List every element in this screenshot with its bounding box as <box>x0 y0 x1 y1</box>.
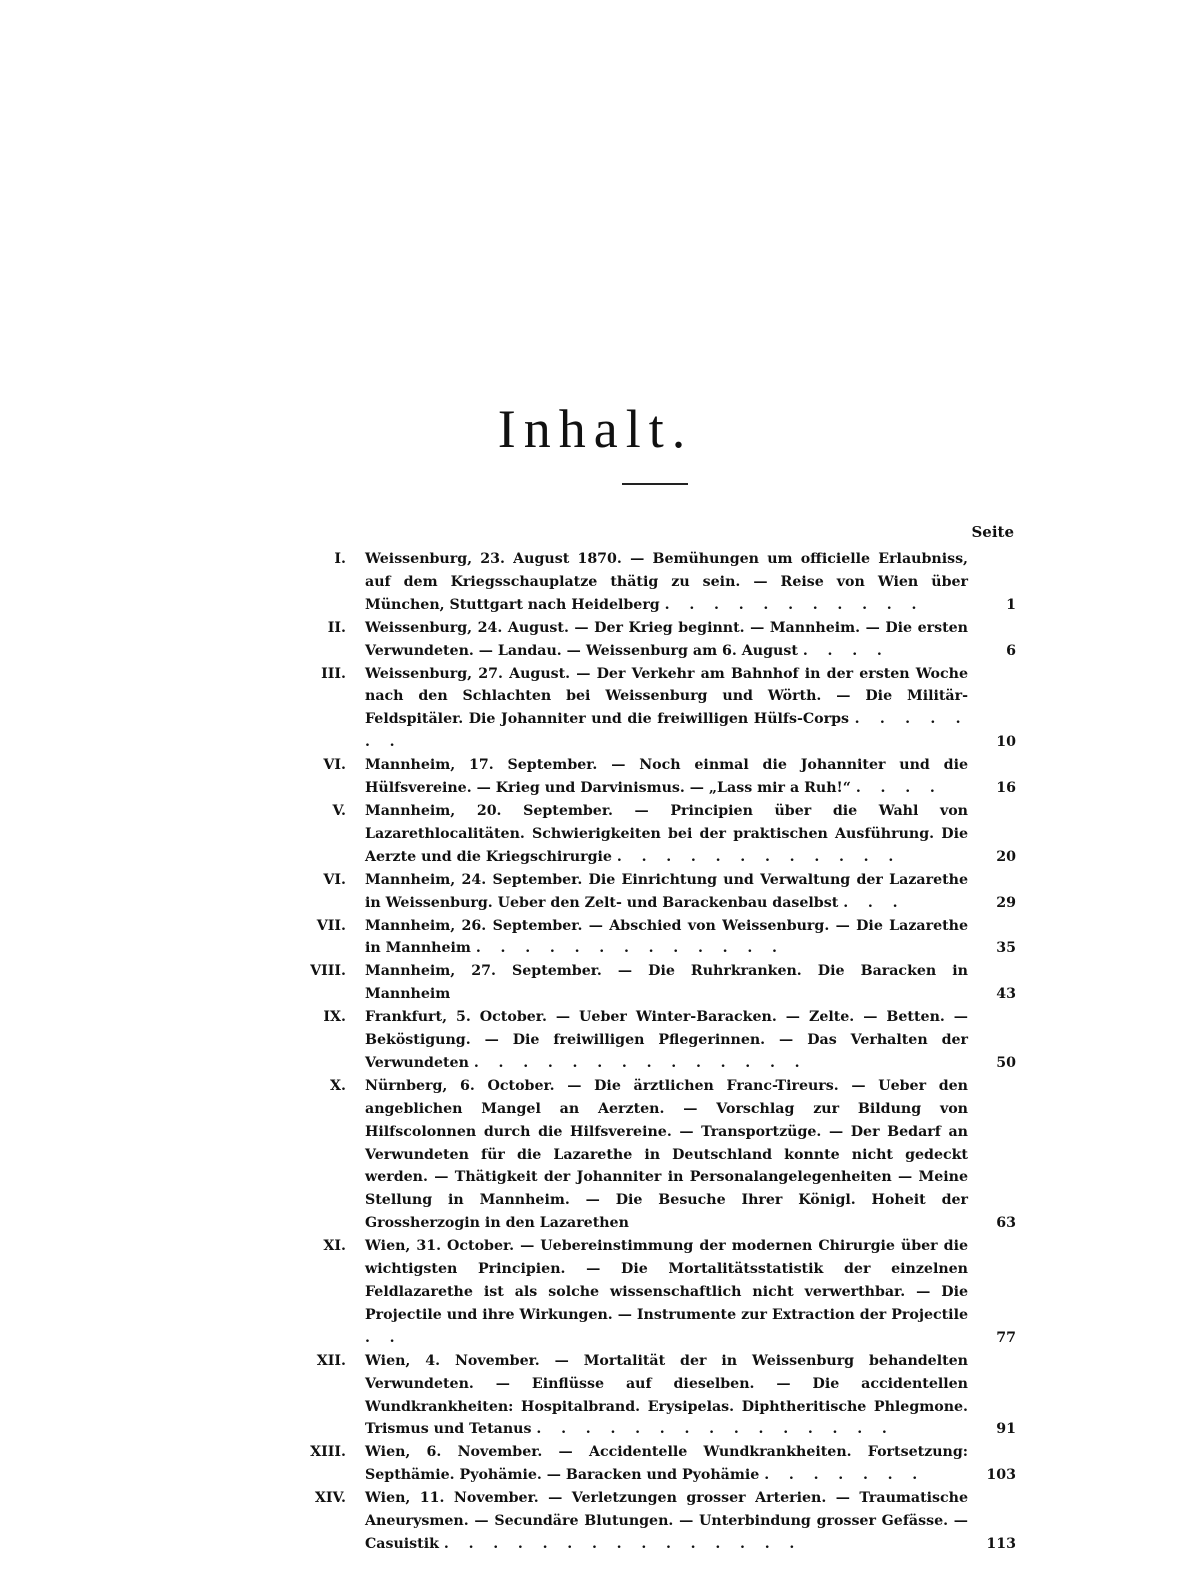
leader-dots: . . . . <box>802 642 890 659</box>
leader-dots: . . . . . . . . . . . . <box>616 848 901 865</box>
toc-entry <box>300 1487 1016 1556</box>
chapter-number: XIII. <box>310 1444 346 1461</box>
chapter-number: XII. <box>316 1352 346 1369</box>
page-number: 91 <box>996 1421 1016 1438</box>
page-number: 35 <box>996 940 1016 957</box>
toc-entry <box>300 1350 1016 1442</box>
chapter-summary: Mannheim, 26. September. — Abschied von Weissenburg. — Die Lazarethe in Mannheim <box>365 917 968 957</box>
chapter-number: VIII. <box>310 963 346 980</box>
chapter-summary: Frankfurt, 5. October. — Ueber Winter-Baracken. — Zelte. — Betten. — Beköstigung. — Die freiwilligen Pflegerinnen. — Das Verhalten der Verwundeten <box>365 1009 968 1071</box>
leader-dots: . . . . . . . <box>365 711 968 751</box>
chapter-summary: Wien, 11. November. — Verletzungen grosser Arterien. — Traumatische Aneurysmen. — Secundäre Blutungen. — Unterbindung grosser Gefässe. — Casuistik <box>365 1490 968 1552</box>
chapter-number: IX. <box>323 1009 346 1026</box>
toc-entry <box>300 960 1016 1006</box>
toc-entry <box>300 1006 1016 1075</box>
page-number: 6 <box>1006 642 1016 659</box>
toc-entry <box>300 548 1016 617</box>
chapter-number: VI. <box>323 871 346 888</box>
chapter-summary: Mannheim, 24. September. Die Einrichtung und Verwaltung der Lazarethe in Weissenburg. Ueber den Zelt- und Barackenbau daselbst <box>365 871 968 911</box>
page-number: 29 <box>996 894 1016 911</box>
page-number: 113 <box>986 1535 1016 1552</box>
toc-entry <box>300 663 1016 755</box>
page-number: 1 <box>1006 596 1016 613</box>
page-number: 43 <box>996 986 1016 1003</box>
chapter-number: XI. <box>323 1238 346 1255</box>
chapter-summary: Mannheim, 27. September. — Die Ruhrkranken. Die Baracken in Mannheim <box>365 963 968 1003</box>
chapter-summary: Weissenburg, 27. August. — Der Verkehr am Bahnhof in der ersten Woche nach den Schlachten bei Weissenburg und Wörth. — Die Militär-Feldspitäler. Die Johanniter und die freiwilligen Hülfs-Corps <box>365 665 968 728</box>
chapter-number: VII. <box>316 917 346 934</box>
page-column-label: Seite <box>971 523 1014 541</box>
toc-entry <box>300 754 1016 800</box>
leader-dots: . . <box>365 1329 403 1346</box>
toc-entry <box>300 1075 1016 1235</box>
chapter-number: XIV. <box>314 1490 346 1507</box>
page-number: 16 <box>996 780 1016 797</box>
leader-dots: . . . . . . . . . . . . . <box>475 940 785 957</box>
chapter-summary: Weissenburg, 23. August 1870. — Bemühungen um officielle Erlaubniss, auf dem Kriegsschauplatze thätig zu sein. — Reise von Wien über München, Stuttgart nach Heidelberg <box>365 551 968 613</box>
leader-dots: . . . . . . . . . . . . . . . <box>536 1421 895 1438</box>
toc-entry <box>300 617 1016 663</box>
toc-entry <box>300 1441 1016 1487</box>
toc-entry <box>300 1235 1016 1350</box>
chapter-number: I. <box>334 551 346 567</box>
page-title: Inhalt. <box>497 399 694 459</box>
chapter-summary: Wien, 6. November. — Accidentelle Wundkrankheiten. Fortsetzung: Septhämie. Pyohämie. — Baracken und Pyohämie <box>365 1444 968 1484</box>
chapter-number: V. <box>332 802 346 819</box>
leader-dots: . . . . . . . . . . . . . . <box>473 1054 808 1071</box>
leader-dots: . . . . . . . . . . . . . . . <box>443 1535 802 1552</box>
page-number: 103 <box>986 1467 1016 1484</box>
leader-dots: . . . <box>843 894 905 911</box>
page-number: 20 <box>996 848 1016 865</box>
leader-dots: . . . . <box>855 780 943 797</box>
chapter-summary: Mannheim, 17. September. — Noch einmal die Johanniter und die Hülfsvereine. — Krieg und Darvinismus. — „Lass mir a Ruh!“ <box>365 757 968 797</box>
chapter-summary: Wien, 4. November. — Mortalität der in Weissenburg behandelten Verwundeten. — Einflüsse auf dieselben. — Die accidentellen Wundkrankheiten: Hospitalbrand. Erysipelas. Diphtheritische Phlegmone. Trismus und Tetanus <box>365 1352 968 1438</box>
chapter-number: III. <box>321 665 346 682</box>
title-rule <box>622 483 688 485</box>
chapter-number: VI. <box>323 757 346 774</box>
chapter-summary: Weissenburg, 24. August. — Der Krieg beginnt. — Mannheim. — Die ersten Verwundeten. — Landau. — Weissenburg am 6. August <box>365 619 968 659</box>
chapter-summary: Wien, 31. October. — Uebereinstimmung der modernen Chirurgie über die wichtigsten Principien. — Die Mortalitätsstatistik der einzelnen Feldlazarethe ist als solche wissenschaftlich nicht verwerthbar. — Die Projectile und ihre Wirkungen. — Instrumente zur Extraction der Projectile <box>365 1238 968 1323</box>
page-number: 50 <box>996 1054 1016 1071</box>
page-number: 63 <box>996 1215 1016 1232</box>
chapter-summary: Nürnberg, 6. October. — Die ärztlichen Franc-Tireurs. — Ueber den angeblichen Mangel an Aerzten. — Vorschlag zur Bildung von Hilfscolonnen durch die Hilfsvereine. — Transportzüge. — Der Bedarf an Verwundeten für die Lazarethe in Deutschland konnte nicht gedeckt werden. — Thätigkeit der Johanniter in Personalangelegenheiten — Meine Stellung in Mannheim. — Die Besuche Ihrer Königl. Hoheit der Grossherzogin in den Lazarethen <box>365 1077 968 1232</box>
toc-entry <box>300 869 1016 915</box>
table-of-contents <box>300 548 1016 1556</box>
toc-entry <box>300 915 1016 961</box>
chapter-number: X. <box>330 1077 346 1094</box>
chapter-number: II. <box>327 619 346 636</box>
page-number: 77 <box>996 1329 1016 1346</box>
page-number: 10 <box>996 734 1016 751</box>
leader-dots: . . . . . . . . . . . <box>664 596 924 613</box>
chapter-summary: Mannheim, 20. September. — Principien über die Wahl von Lazarethlocalitäten. Schwierigkeiten bei der praktischen Ausführung. Die Aerzte und die Kriegschirurgie <box>365 802 968 865</box>
leader-dots: . . . . . . . <box>764 1467 925 1484</box>
toc-entry <box>300 800 1016 869</box>
